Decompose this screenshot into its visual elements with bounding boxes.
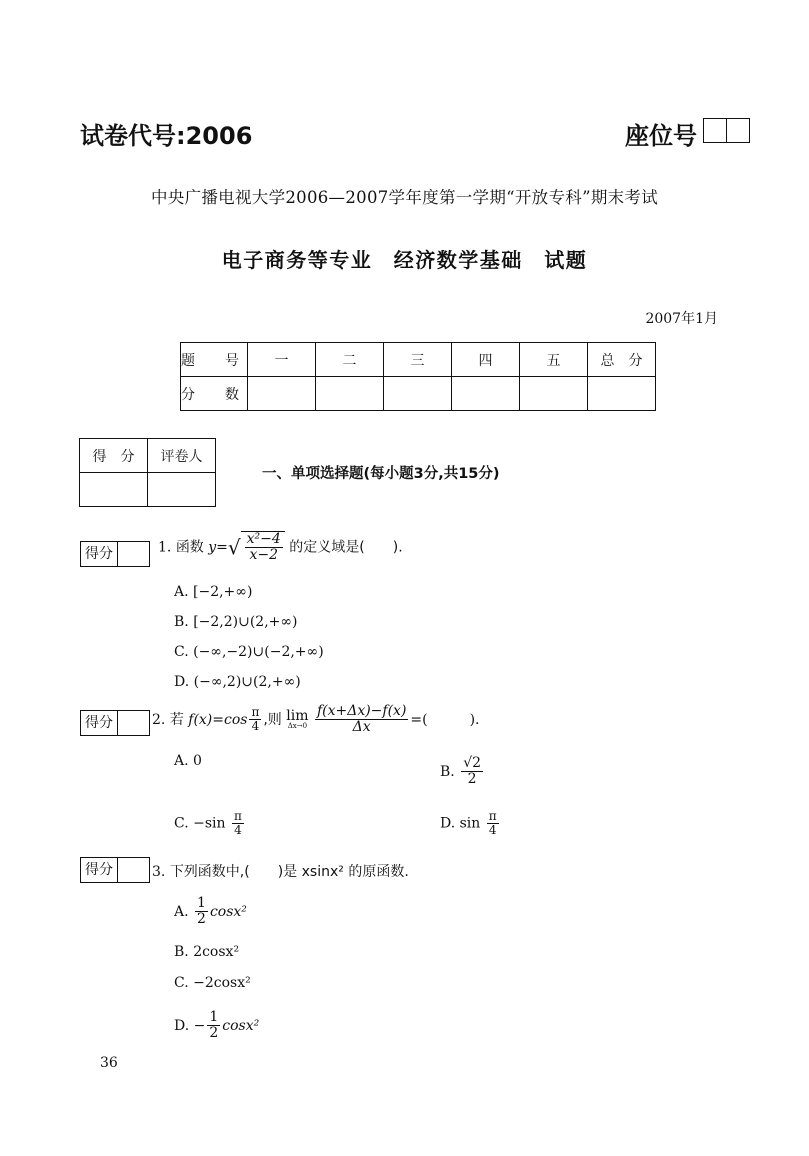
table-row-label: 分 数 [181,377,248,411]
page-number: 36 [100,1055,118,1071]
question-2 [152,704,480,736]
question-number: 1. [158,539,172,556]
table-header-cell: 评卷人 [148,439,216,473]
radical-sign-icon: √ [227,535,241,560]
table-header-cell: 二 [316,343,384,377]
score-cell[interactable] [520,377,588,411]
fraction-denominator: 2 [197,911,206,928]
fraction-denominator: 4 [488,823,497,838]
paper-code: 试卷代号:2006 [80,122,253,150]
table-row [181,377,656,411]
score-cell[interactable] [588,377,656,411]
fraction-numerator: x²−4 [246,531,281,547]
score-box-label: 得分 [81,711,118,735]
fraction-numerator: √2 [463,755,482,771]
option-d[interactable]: D. (−∞,2)∪(2,+∞) [174,674,301,690]
option-a[interactable]: A. [−2,+∞) [174,584,253,600]
math-expr: f(x)=cos [188,711,248,728]
seat-number-box[interactable] [703,118,727,143]
score-cell[interactable] [248,377,316,411]
score-box[interactable] [80,710,150,736]
table-header-cell: 总 分 [588,343,656,377]
table-header-cell: 得 分 [80,439,148,473]
question-text: 下列函数中,( )是 xsinx² 的原函数. [169,864,409,880]
option-b[interactable]: B. [−2,2)∪(2,+∞) [174,614,298,630]
score-summary-table [180,342,656,411]
score-box[interactable] [80,541,150,567]
option-letter: A. [174,903,189,920]
score-cell[interactable] [384,377,452,411]
fraction-denominator: x−2 [249,547,278,564]
option-d[interactable] [174,1010,259,1042]
fraction-numerator: 1 [197,895,206,911]
exam-heading: 中央广播电视大学2006—2007学年度第一学期“开放专科”期末考试 [150,188,659,207]
table-row [80,473,216,507]
math-expr: y= [208,539,228,556]
subject-title: 电子商务等专业 经济数学基础 试题 [221,248,588,272]
fraction-numerator: π [233,809,242,823]
table-row [80,439,216,473]
fraction-numerator: 1 [209,1009,219,1025]
table-header-cell: 题 号 [181,343,248,377]
fraction-numerator: π [251,705,260,720]
sqrt-expr [228,531,285,564]
question-text: =( ). [410,711,480,728]
question-text: ,则 [263,711,282,728]
fraction-denominator: 2 [209,1025,219,1042]
table-header-cell: 三 [384,343,452,377]
option-text: cosx² [209,903,247,920]
table-header-cell: 四 [452,343,520,377]
question-1 [158,531,403,564]
seat-number-label: 座位号 [625,122,697,150]
question-number: 3. [152,864,166,880]
option-letter: B. [440,763,455,780]
fraction-denominator: 2 [467,771,477,788]
option-text: D. sin [440,815,481,832]
fraction-numerator: π [488,809,497,823]
limit-expr [286,709,308,730]
option-letter: D. − [174,1017,206,1034]
question-number: 2. [152,711,166,728]
exam-date: 2007年1月 [645,311,718,327]
option-b[interactable] [440,756,485,788]
question-3 [152,861,409,881]
fraction-denominator: 4 [234,823,242,838]
option-a[interactable] [174,896,247,928]
score-box-label: 得分 [81,858,118,882]
score-cell[interactable] [316,377,384,411]
table-row [181,343,656,377]
fraction-denominator: Δx [352,719,371,736]
option-text: C. −sin [174,815,226,832]
option-a[interactable]: A. 0 [174,753,202,769]
option-c[interactable]: C. (−∞,−2)∪(−2,+∞) [174,644,324,660]
score-box-label: 得分 [81,542,118,566]
grader-table [79,438,216,507]
option-c[interactable]: C. −2cosx² [174,975,251,991]
score-cell[interactable] [452,377,520,411]
fraction-numerator: f(x+Δx)−f(x) [316,703,407,719]
score-cell[interactable] [80,473,148,507]
limit-subscript: Δx→0 [287,722,308,731]
table-header-cell: 一 [248,343,316,377]
question-text: 的定义域是( ). [289,539,403,556]
option-d[interactable] [440,810,501,837]
option-c[interactable] [174,810,246,837]
option-text: cosx² [222,1017,260,1034]
question-text: 函数 [175,539,204,556]
score-box[interactable] [80,857,150,883]
option-b[interactable]: B. 2cosx² [174,944,240,960]
grader-cell[interactable] [148,473,216,507]
question-text: 若 [169,711,184,728]
section-title: 一、单项选择题(每小题3分,共15分) [262,466,500,482]
fraction-denominator: 4 [251,719,260,734]
table-header-cell: 五 [520,343,588,377]
limit-operator: lim [286,708,309,725]
seat-number-box[interactable] [726,118,750,143]
